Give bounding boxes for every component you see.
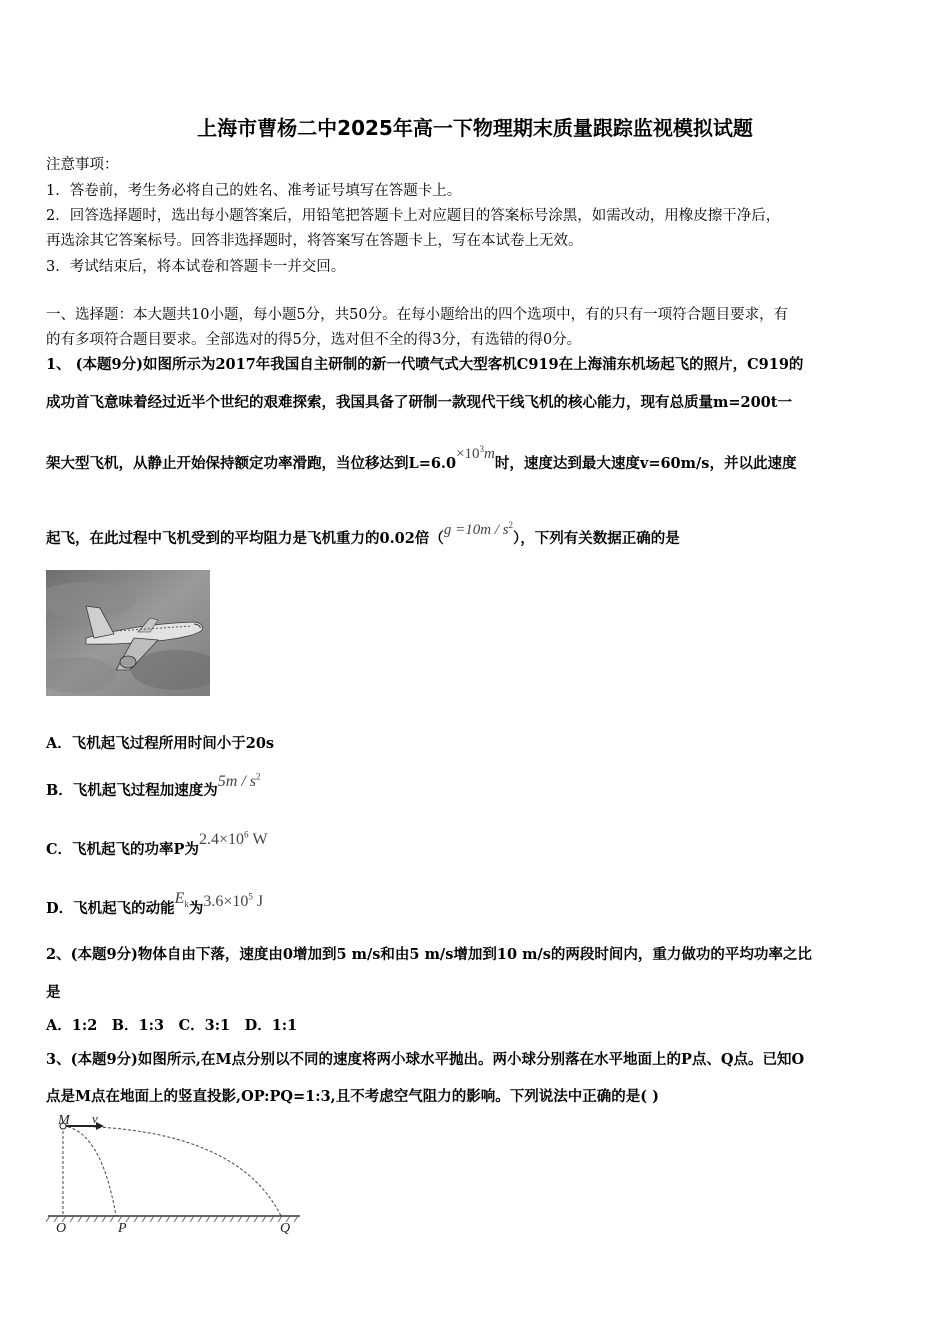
section-intro: 一、选择题：本大题共10小题，每小题5分，共50分。在每小题给出的四个选项中，有的只有一项符合题目要求，有 bbox=[46, 307, 789, 323]
math-base: g =10m / s bbox=[443, 522, 509, 538]
label-m: M bbox=[58, 1113, 70, 1128]
page-title: 上海市曹杨二中2025年高一下物理期末质量跟踪监视模拟试题 bbox=[197, 116, 753, 140]
math-subscript: k bbox=[184, 899, 189, 910]
q1-stem-text: ），下列有关数据正确的是 bbox=[513, 530, 680, 547]
option-math bbox=[218, 773, 261, 790]
q1-stem-text: 时，速度达到最大速度v=60m/s，并以此速度 bbox=[494, 455, 797, 472]
q1-stem: 成功首飞意味着经过近半个世纪的艰难探索，我国具备了研制一款现代干线飞机的核心能力，现有总质量m=200t一 bbox=[46, 394, 792, 411]
math-unit: J bbox=[252, 893, 264, 910]
q1-stem-text: 架大型飞机，从静止开始保持额定功率滑跑，当位移达到L=6.0 bbox=[46, 455, 457, 472]
math-base: 3.6×10 bbox=[203, 893, 249, 910]
projectile-diagram bbox=[46, 1112, 302, 1236]
q2-options: A．1:2 B．1:3 C．3:1 D．1:1 bbox=[46, 1017, 298, 1034]
option-text: B．飞机起飞过程加速度为 bbox=[46, 782, 218, 799]
option-text: 为 bbox=[188, 900, 204, 917]
q2-stem: 是 bbox=[46, 984, 61, 1001]
label-q: Q bbox=[280, 1221, 291, 1236]
section-intro: 的有多项符合题目要求。全部选对的得5分，选对但不全的得3分，有选错的得0分。 bbox=[46, 332, 582, 348]
notes-heading: 注意事项： bbox=[46, 157, 119, 173]
trajectory-p bbox=[63, 1126, 116, 1216]
q3-stem: 3、(本题9分)如图所示,在M点分别以不同的速度将两小球水平抛出。两小球分别落在水平地面上的P点、Q点。已知O bbox=[46, 1051, 805, 1068]
note-item: 2．回答选择题时，选出每小题答案后，用铅笔把答题卡上对应题目的答案标号涂黑，如需改动，用橡皮擦干净后， bbox=[46, 208, 781, 224]
option-text: C．飞机起飞的功率P为 bbox=[46, 841, 199, 858]
label-o: O bbox=[56, 1221, 67, 1236]
option-math bbox=[203, 893, 263, 910]
q1-stem: 1、 (本题9分)如图所示为2017年我国自主研制的新一代喷气式大型客机C919在上海浦东机场起飞的照片，C919的 bbox=[46, 356, 804, 373]
q1-gravity-math bbox=[444, 522, 513, 538]
q1-option-b bbox=[46, 771, 261, 800]
math-exponent: 6 bbox=[243, 829, 249, 840]
option-symbol bbox=[174, 890, 189, 910]
q1-option-d bbox=[46, 890, 264, 919]
q1-option-c bbox=[46, 829, 268, 859]
trajectory-q bbox=[63, 1126, 281, 1216]
airplane-photo bbox=[46, 570, 210, 696]
option-text: D．飞机起飞的动能 bbox=[46, 900, 175, 917]
math-base: 5m / s bbox=[217, 773, 256, 790]
note-item: 3．考试结束后，将本试卷和答题卡一并交回。 bbox=[46, 259, 346, 275]
math-exponent: 5 bbox=[248, 891, 253, 902]
math-unit: W bbox=[248, 831, 268, 848]
label-p: P bbox=[118, 1221, 127, 1236]
math-base: 2.4×10 bbox=[198, 831, 244, 848]
note-item: 再选涂其它答案标号。回答非选择题时，将答案写在答题卡上，写在本试卷上无效。 bbox=[46, 233, 583, 249]
math-base: ×10 bbox=[456, 446, 480, 462]
ground-hatching bbox=[46, 1216, 298, 1222]
q3-stem: 点是M点在地面上的竖直投影,OP:PQ=1:3,且不考虑空气阻力的影响。下列说法中正确的是( ) bbox=[46, 1088, 659, 1105]
label-v: v bbox=[92, 1112, 98, 1126]
math-exponent: 2 bbox=[256, 771, 261, 782]
note-item: 1．答卷前，考生务必将自己的姓名、准考证号填写在答题卡上。 bbox=[46, 183, 462, 199]
option-math bbox=[199, 831, 268, 848]
math-base: E bbox=[174, 890, 185, 907]
q1-distance-math bbox=[456, 446, 495, 462]
q2-stem: 2、(本题9分)物体自由下落，速度由0增加到5 m/s和由5 m/s增加到10 m/s的两段时间内，重力做功的平均功率之比 bbox=[46, 946, 812, 963]
q1-option-a: A．飞机起飞过程所用时间小于20s bbox=[46, 735, 275, 752]
q1-stem-text: 起飞，在此过程中飞机受到的平均阻力是飞机重力的0.02倍（ bbox=[46, 530, 444, 547]
q1-stem bbox=[46, 444, 797, 473]
math-unit: m bbox=[484, 446, 495, 462]
math-exponent: 2 bbox=[508, 520, 514, 530]
q1-stem bbox=[46, 520, 680, 548]
math-exponent: 3 bbox=[479, 444, 485, 454]
